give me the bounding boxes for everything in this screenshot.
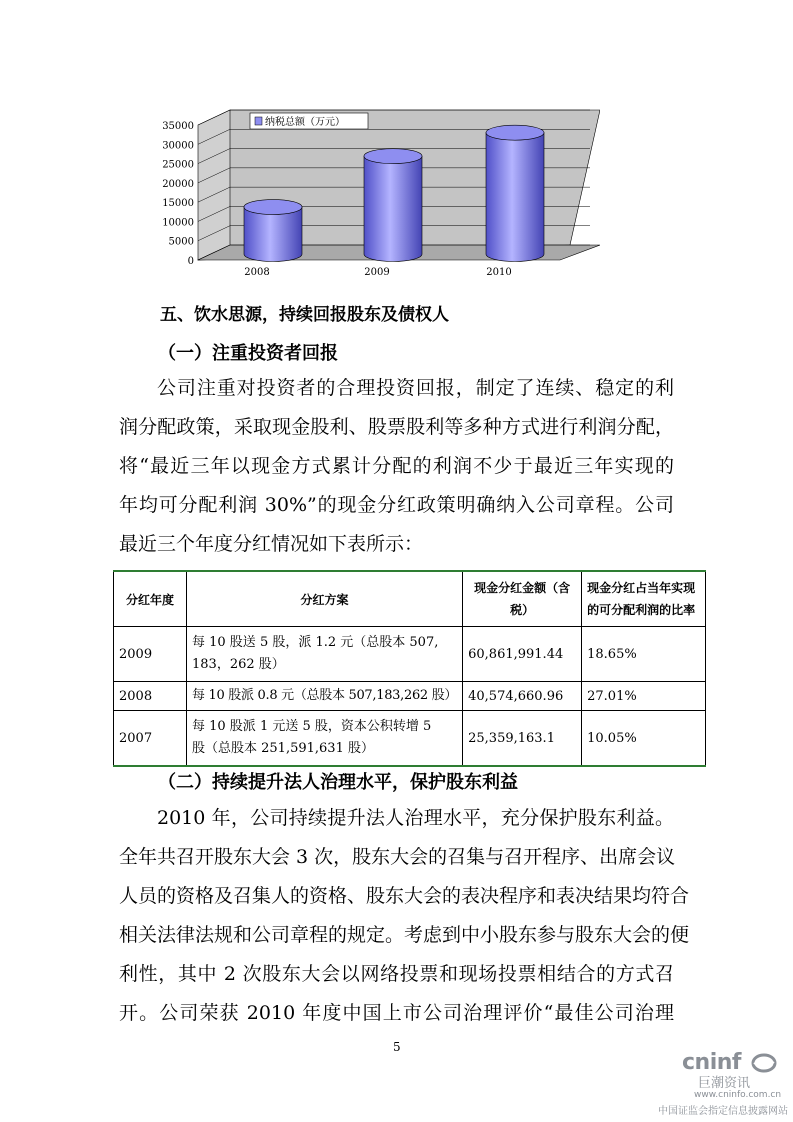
y-tick-label: 0 bbox=[187, 256, 194, 267]
bar-top bbox=[244, 200, 302, 215]
bar-top bbox=[364, 149, 422, 164]
cninfo-watermark bbox=[650, 1050, 790, 1115]
y-tick-label: 25000 bbox=[162, 159, 194, 171]
y-tick-label: 15000 bbox=[162, 198, 194, 210]
cell-amount: 40,574,660.96 bbox=[463, 682, 582, 711]
tax-chart bbox=[150, 105, 600, 290]
paragraph-line: 年均可分配利润 30%”的现金分红政策明确纳入公司章程。公司 bbox=[119, 494, 674, 516]
paragraph-line: 利性，其中 2 次股东大会以网络投票和现场投票相结合的方式召 bbox=[119, 963, 674, 985]
table-row bbox=[114, 711, 706, 767]
cninfo-logo-icon bbox=[750, 1052, 778, 1074]
y-tick-label: 10000 bbox=[162, 217, 194, 229]
paragraph-line: 开。公司荣获 2010 年度中国上市公司治理评价“最佳公司治理 bbox=[119, 1002, 674, 1024]
paragraph-line: 润分配政策，采取现金股利、股票股利等多种方式进行利润分配， bbox=[119, 416, 674, 438]
section-5-heading: 五、饮水思源，持续回报股东及债权人 bbox=[160, 305, 449, 325]
cell-amount: 60,861,991.44 bbox=[463, 627, 582, 682]
watermark-brand: cninf bbox=[682, 1050, 741, 1075]
plan-line: 183，262 股） bbox=[192, 657, 285, 672]
cell-plan bbox=[187, 711, 463, 767]
bar bbox=[364, 149, 422, 262]
legend-swatch bbox=[255, 117, 262, 125]
dividend-table bbox=[113, 570, 706, 767]
bar-body bbox=[486, 133, 544, 262]
legend-label: 纳税总额（万元） bbox=[265, 117, 345, 128]
cell-plan bbox=[187, 627, 463, 682]
plan-line: 每 10 股派 0.8 元（总股本 507,183,262 股） bbox=[192, 688, 458, 703]
x-tick-label: 2008 bbox=[244, 267, 270, 278]
chart-side-wall bbox=[198, 110, 230, 260]
cell-ratio: 18.65% bbox=[582, 627, 706, 682]
cell-year: 2008 bbox=[114, 682, 187, 711]
header-plan: 分红方案 bbox=[187, 571, 463, 627]
paragraph-line: 将“最近三年以现金方式累计分配的利润不少于最近三年实现的 bbox=[119, 455, 674, 477]
bar bbox=[244, 200, 302, 262]
bar-body bbox=[364, 156, 422, 261]
paragraph-line: 相关法律法规和公司章程的规定。考虑到中小股东参与股东大会的便 bbox=[119, 924, 690, 946]
plan-line: 每 10 股送 5 股，派 1.2 元（总股本 507, bbox=[192, 635, 439, 650]
cell-plan bbox=[187, 682, 463, 711]
subsection-1-heading: （一）注重投资者回报 bbox=[158, 343, 338, 364]
bar-top bbox=[486, 125, 544, 140]
cell-ratio: 27.01% bbox=[582, 682, 706, 711]
y-tick-label: 20000 bbox=[162, 178, 194, 190]
bar bbox=[486, 125, 544, 261]
header-year: 分红年度 bbox=[114, 571, 187, 627]
plan-line: 每 10 股派 1 元送 5 股，资本公积转增 5 bbox=[192, 719, 432, 734]
watermark-tagline: 中国证监会指定信息披露网站 bbox=[658, 1106, 788, 1117]
table-row bbox=[114, 682, 706, 711]
cell-ratio: 10.05% bbox=[582, 711, 706, 767]
y-tick-label: 30000 bbox=[162, 140, 194, 152]
subsection-2-heading: （二）持续提升法人治理水平，保护股东利益 bbox=[158, 772, 518, 793]
x-tick-label: 2009 bbox=[364, 267, 390, 278]
bar-body bbox=[244, 207, 302, 261]
paragraph-line: 最近三个年度分红情况如下表所示： bbox=[119, 533, 424, 555]
paragraph-line: 公司注重对投资者的合理投资回报，制定了连续、稳定的利 bbox=[157, 377, 674, 399]
plan-line: 股（总股本 251,591,631 股） bbox=[192, 741, 374, 756]
subsection-1-paragraph bbox=[119, 369, 674, 564]
paragraph-line: 人员的资格及召集人的资格、股东大会的表决程序和表决结果均符合 bbox=[119, 885, 690, 907]
header-ratio: 现金分红占当年实现的可分配利润的比率 bbox=[582, 571, 706, 627]
header-amount: 现金分红金额（含税） bbox=[463, 571, 582, 627]
cell-amount: 25,359,163.1 bbox=[463, 711, 582, 767]
paragraph-line: 全年共召开股东大会 3 次，股东大会的召集与召开程序、出席会议 bbox=[119, 846, 676, 868]
table-row bbox=[114, 627, 706, 682]
paragraph-line: 2010 年，公司持续提升法人治理水平，充分保护股东利益。 bbox=[157, 807, 674, 829]
cell-year: 2009 bbox=[114, 627, 187, 682]
x-tick-label: 2010 bbox=[486, 267, 512, 278]
table-header-row bbox=[114, 571, 706, 627]
cell-year: 2007 bbox=[114, 711, 187, 767]
y-tick-label: 35000 bbox=[162, 121, 194, 132]
y-tick-label: 5000 bbox=[168, 236, 194, 248]
watermark-name: 巨潮资讯 bbox=[698, 1076, 751, 1091]
subsection-2-paragraph bbox=[119, 799, 690, 1033]
page-number: 5 bbox=[393, 1040, 401, 1054]
watermark-url: www.cninfo.com.cn bbox=[694, 1090, 782, 1100]
